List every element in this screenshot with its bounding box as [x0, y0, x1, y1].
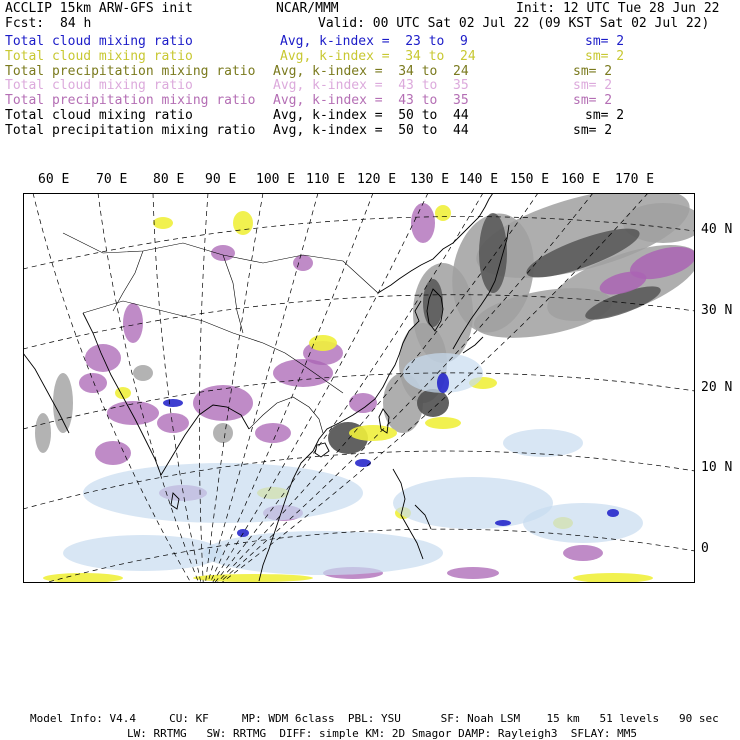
field-legend-row	[5, 123, 740, 138]
cloud-field-patch	[193, 385, 253, 421]
field-name: Total precipitation mixing ratio	[5, 122, 256, 138]
field-legend-row	[5, 64, 740, 79]
field-avg-range: Avg, k-index = 43 to 35	[273, 93, 469, 109]
cloud-field-patch	[309, 335, 337, 351]
cloud-field-patch	[417, 389, 449, 417]
field-legend-row	[5, 78, 740, 93]
field-smoothing: sm= 2	[573, 122, 613, 138]
field-name: Total cloud mixing ratio	[5, 48, 193, 64]
field-name: Total cloud mixing ratio	[5, 78, 193, 94]
field-avg-range: Avg, k-index = 50 to 44	[273, 122, 469, 138]
longitude-label: 140 E	[459, 172, 499, 187]
organization-label: NCAR/MMM	[276, 1, 339, 16]
field-smoothing: sm= 2	[573, 93, 613, 109]
cloud-field-patch	[355, 459, 371, 467]
cloud-field-patch	[435, 205, 451, 221]
field-legend-row	[5, 49, 740, 64]
cloud-field-patch	[153, 217, 173, 229]
forecast-map	[23, 193, 695, 583]
field-avg-range: Avg, k-index = 34 to 24	[273, 63, 469, 79]
field-avg-range: Avg, k-index = 43 to 35	[273, 78, 469, 94]
latitude-label: 30 N	[701, 303, 733, 318]
cloud-field-patch	[213, 423, 233, 443]
field-avg-range: Avg, k-index = 34 to 24	[280, 48, 476, 64]
longitude-label: 130 E	[410, 172, 450, 187]
cloud-field-patch	[349, 425, 397, 441]
longitude-label: 80 E	[153, 172, 185, 187]
field-avg-range: Avg, k-index = 50 to 44	[273, 108, 469, 123]
init-time: Init: 12 UTC Tue 28 Jun 22	[516, 1, 720, 16]
cloud-field-patch	[411, 203, 435, 243]
field-smoothing: sm= 2	[585, 108, 625, 123]
cloud-field-patch	[123, 303, 143, 343]
field-legend-row	[5, 108, 740, 123]
cloud-field-patch	[437, 373, 449, 393]
cloud-field-patch	[211, 245, 235, 261]
cloud-field-patch	[53, 373, 73, 433]
field-smoothing: sm= 2	[585, 48, 625, 64]
cloud-field-patch	[255, 423, 291, 443]
latitude-label: 10 N	[701, 460, 733, 475]
cloud-field-patch	[63, 535, 223, 571]
field-name: Total cloud mixing ratio	[5, 108, 193, 123]
valid-time: Valid: 00 UTC Sat 02 Jul 22 (09 KST Sat 02 Jul 22)	[318, 16, 710, 31]
model-info-line1: Model Info: V4.4 CU: KF MP: WDM 6class PBL: YSU SF: Noah LSM 15 km 51 levels 90 sec	[30, 712, 719, 725]
longitude-label: 100 E	[256, 172, 296, 187]
cloud-field-patch	[293, 255, 313, 271]
longitude-label: 70 E	[96, 172, 128, 187]
longitude-label: 90 E	[205, 172, 237, 187]
latitude-label: 20 N	[701, 380, 733, 395]
cloud-field-patch	[203, 531, 443, 575]
field-name: Total precipitation mixing ratio	[5, 93, 256, 109]
cloud-field-patch	[35, 413, 51, 453]
forecast-label: Fcst:	[5, 16, 45, 31]
latitude-label: 0	[701, 541, 709, 556]
cloud-field-patch	[107, 401, 159, 425]
cloud-field-patch	[573, 573, 653, 583]
plot-title: ACCLIP 15km ARW-GFS init	[5, 1, 193, 16]
field-smoothing: sm= 2	[585, 34, 625, 49]
longitude-label: 160 E	[561, 172, 601, 187]
field-legend-row	[5, 34, 740, 49]
cloud-field-patch	[447, 567, 499, 579]
field-name: Total cloud mixing ratio	[5, 34, 193, 49]
field-avg-range: Avg, k-index = 23 to 9	[280, 34, 468, 49]
cloud-field-patch	[83, 463, 363, 523]
field-smoothing: sm= 2	[573, 63, 613, 79]
cloud-field-patch	[425, 417, 461, 429]
cloud-field-patch	[193, 574, 313, 582]
cloud-field-patch	[43, 573, 123, 583]
cloud-field-patch	[163, 399, 183, 407]
longitude-label: 60 E	[38, 172, 70, 187]
field-smoothing: sm= 2	[573, 78, 613, 94]
latitude-label: 40 N	[701, 222, 733, 237]
cloud-field-patch	[79, 373, 107, 393]
cloud-field-patch	[495, 520, 511, 526]
cloud-field-patch	[607, 509, 619, 517]
field-legend-row	[5, 93, 740, 108]
cloud-field-patch	[233, 211, 253, 235]
longitude-label: 150 E	[510, 172, 550, 187]
longitude-label: 170 E	[615, 172, 655, 187]
model-info-line2: LW: RRTMG SW: RRTMG DIFF: simple KM: 2D Smagor DAMP: Rayleigh3 SFLAY: MM5	[127, 727, 637, 740]
field-name: Total precipitation mixing ratio	[5, 63, 256, 79]
longitude-label: 120 E	[357, 172, 397, 187]
cloud-field-patch	[423, 279, 443, 327]
cloud-field-patch	[95, 441, 131, 465]
forecast-hour: 84 h	[60, 16, 92, 31]
cloud-field-patch	[133, 365, 153, 381]
cloud-field-patch	[563, 545, 603, 561]
longitude-label: 110 E	[306, 172, 346, 187]
cloud-field-patch	[523, 503, 643, 543]
